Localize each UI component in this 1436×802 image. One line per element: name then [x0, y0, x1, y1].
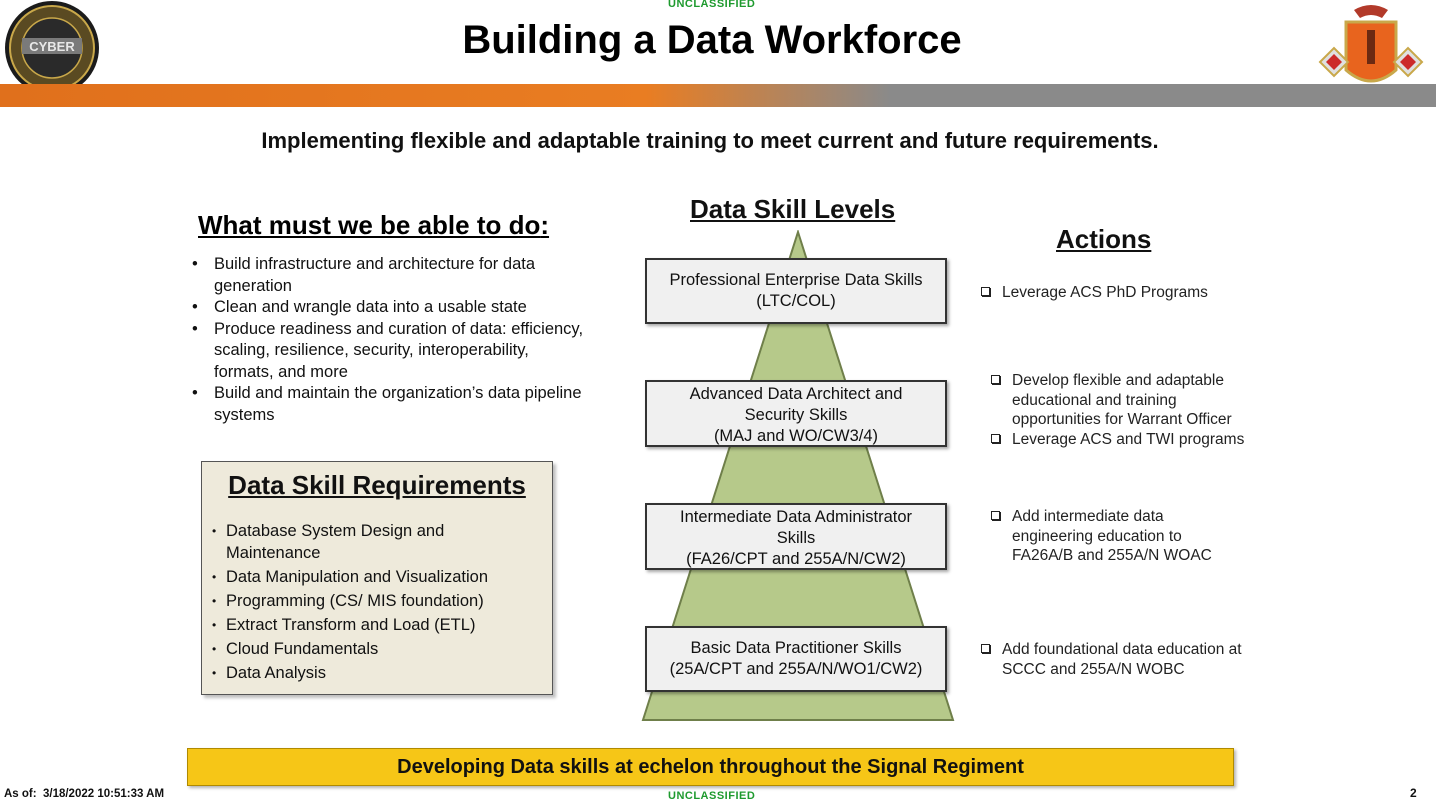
skill-level-line: (LTC/COL) [756, 292, 836, 310]
action-text: Add intermediate data engineering education to FA26A/B and 255A/N WOAC [1012, 508, 1212, 564]
action-item [991, 430, 1253, 450]
skill-level-line: (FA26/CPT and 255A/N/CW2) [686, 550, 906, 568]
classification-top: UNCLASSIFIED [668, 0, 756, 10]
capabilities-heading-colon: : [540, 210, 550, 240]
action-group-professional [981, 283, 1241, 303]
action-item [981, 283, 1241, 303]
as-of-timestamp [4, 788, 164, 800]
skill-level-line: Security Skills [744, 406, 848, 424]
skill-level-line: Intermediate Data Administrator [679, 508, 913, 526]
list-item: • Programming (CS/ MIS foundation) [212, 590, 542, 612]
requirements-box [201, 461, 553, 695]
list-item: • Database System Design and Maintenance [212, 520, 542, 564]
skill-level-advanced [645, 380, 947, 447]
skill-level-professional [645, 258, 947, 324]
checkbox-icon [981, 287, 990, 296]
action-text: Leverage ACS and TWI programs [1012, 430, 1245, 448]
checkbox-icon [991, 434, 1000, 443]
action-group-basic [981, 640, 1271, 679]
action-item [991, 507, 1231, 566]
classification-bottom: UNCLASSIFIED [668, 790, 756, 802]
skill-level-basic [645, 626, 947, 692]
page-title: Building a Data Workforce [462, 18, 962, 62]
skill-level-line: Skills [776, 529, 816, 547]
action-text: Add foundational data education at SCCC and 255A/N WOBC [1002, 641, 1242, 678]
action-group-advanced [991, 371, 1253, 449]
footer-banner: Developing Data skills at echelon throughout the Signal Regiment [187, 748, 1234, 786]
action-item [991, 371, 1253, 430]
checkbox-icon [991, 375, 1000, 384]
requirements-list [212, 520, 542, 686]
skill-level-line: Advanced Data Architect and [689, 385, 903, 403]
skill-level-intermediate [645, 503, 947, 570]
action-text: Leverage ACS PhD Programs [1002, 284, 1208, 301]
action-text: Develop flexible and adaptable educational and training opportunities for Warrant Officer [1012, 372, 1232, 428]
capabilities-heading-text: What must we be able to do [198, 210, 541, 240]
list-item: • Cloud Fundamentals [212, 638, 542, 660]
list-item: • Build and maintain the organization’s data pipeline systems [192, 383, 584, 426]
skill-level-line: Professional Enterprise Data Skills [669, 271, 923, 289]
list-item: • Extract Transform and Load (ETL) [212, 614, 542, 636]
skill-level-line: Basic Data Practitioner Skills [690, 639, 902, 657]
as-of-value: 3/18/2022 10:51:33 AM [42, 788, 165, 800]
capabilities-list [192, 254, 584, 426]
list-item: • Clean and wrangle data into a usable state [192, 297, 584, 319]
action-group-intermediate [991, 507, 1231, 566]
action-item [981, 640, 1271, 679]
list-item: • Build infrastructure and architecture for data generation [192, 254, 584, 297]
as-of-label: As of: [4, 788, 37, 800]
checkbox-icon [991, 511, 1000, 520]
header-banner [0, 84, 1436, 107]
skill-levels-heading: Data Skill Levels [690, 194, 896, 224]
requirements-heading: Data Skill Requirements [228, 470, 526, 500]
list-item: • Data Analysis [212, 662, 542, 684]
skill-level-line: (MAJ and WO/CW3/4) [713, 427, 879, 445]
capabilities-heading [198, 210, 549, 241]
svg-text:CYBER: CYBER [29, 39, 75, 54]
skill-level-line: (25A/CPT and 255A/N/WO1/CW2) [669, 660, 923, 678]
actions-heading: Actions [1056, 224, 1152, 254]
list-item: • Produce readiness and curation of data: efficiency, scaling, resilience, security, interoperability, formats, and more [192, 319, 584, 384]
subtitle: Implementing flexible and adaptable training to meet current and future requirements. [261, 128, 1159, 153]
list-item: • Data Manipulation and Visualization [212, 566, 542, 588]
checkbox-icon [981, 644, 990, 653]
page-number: 2 [1410, 786, 1417, 800]
